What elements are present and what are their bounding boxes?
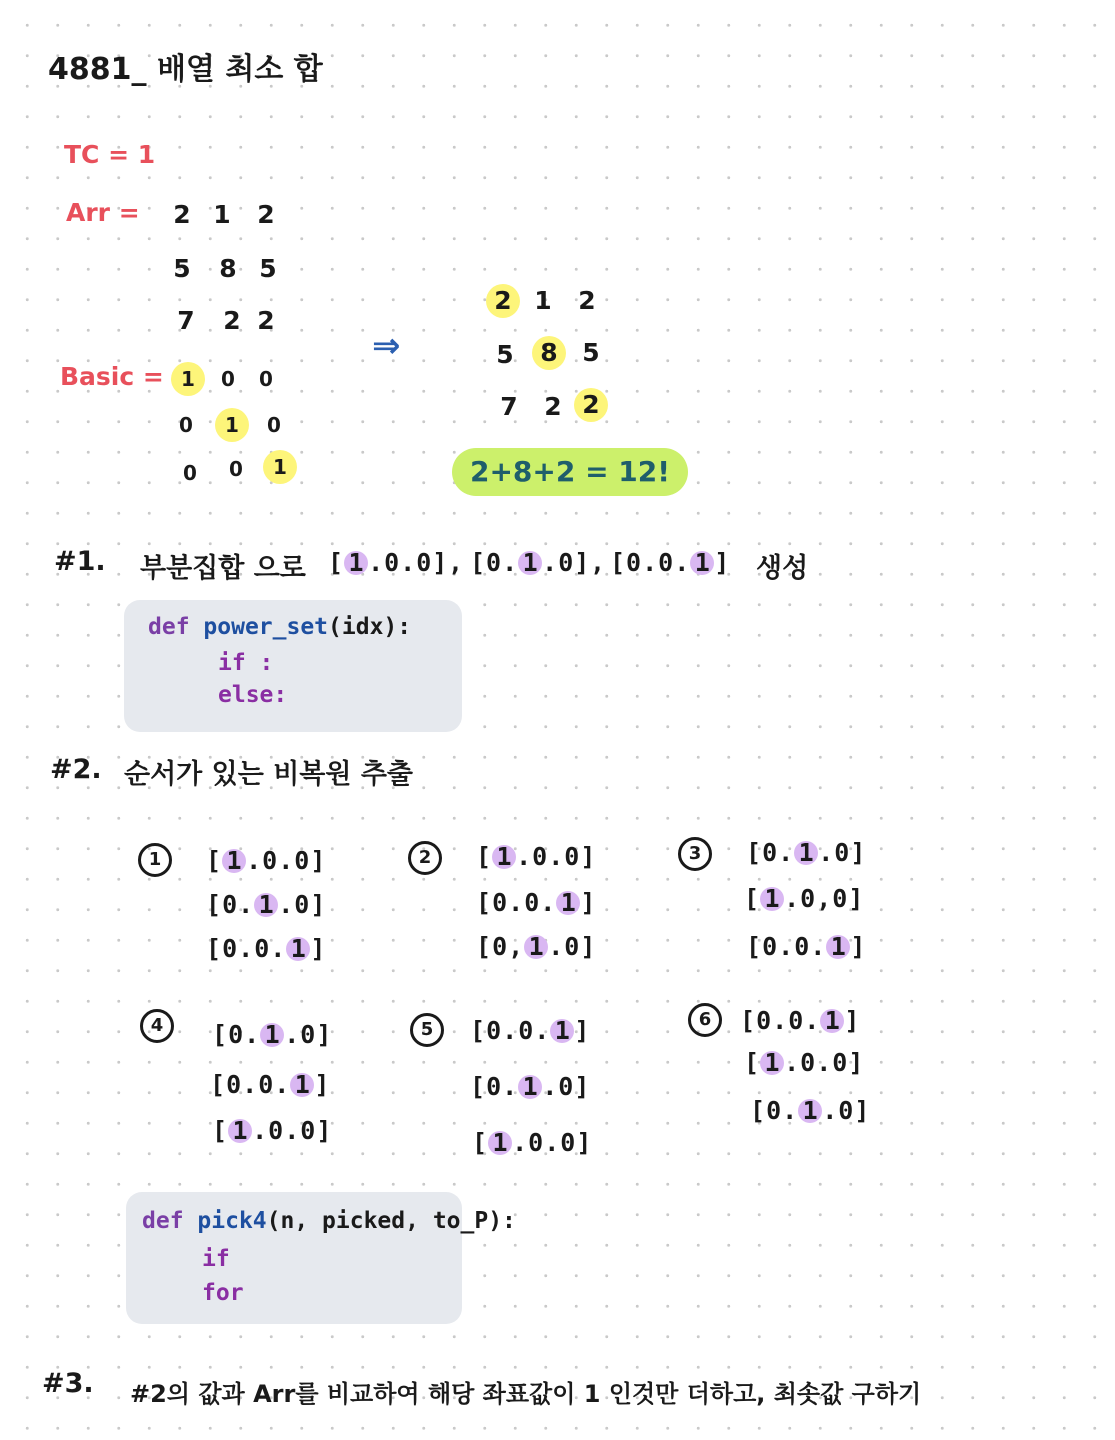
perm-row: [0.0. 1 ]	[746, 932, 867, 961]
perm-row: [0. 1 .0]	[750, 1096, 871, 1125]
basic-cell-highlighted: 1	[263, 450, 297, 484]
code-line-if: if :	[218, 650, 274, 676]
step1-vector-2: [0. 1 .0]	[470, 548, 591, 577]
code-function-name: pick4	[197, 1208, 267, 1234]
result-cell: 2	[544, 392, 562, 421]
perm-row: [0.0. 1 ]	[470, 1016, 591, 1045]
perm-row: [ 1 .0.0]	[206, 846, 327, 875]
implies-arrow-icon: ⇒	[372, 326, 401, 366]
perm-row: [0.0. 1 ]	[206, 934, 327, 963]
result-cell: 5	[496, 340, 514, 369]
tc-label: TC = 1	[64, 140, 156, 169]
result-cell-highlighted: 8	[532, 336, 566, 370]
page-title: 4881_ 배열 최소 합	[48, 52, 323, 87]
circled-number-6: 6	[688, 1003, 722, 1037]
code-line-else: else:	[218, 682, 288, 708]
basic-cell: 0	[229, 457, 243, 481]
perm-row: [ 1 .0.0]	[472, 1128, 593, 1157]
perm-row: [ 1 .0.0]	[744, 1048, 865, 1077]
result-cell: 1	[534, 286, 552, 315]
step2-text: 순서가 있는 비복원 추출	[124, 759, 414, 790]
step1-suffix: 생성	[756, 553, 809, 584]
perm-row: [0. 1 .0]	[470, 1072, 591, 1101]
circled-number-5: 5	[410, 1013, 444, 1047]
basic-cell: 0	[179, 413, 193, 437]
picked-marker: 1	[690, 551, 714, 575]
arr-cell: 7	[177, 306, 195, 335]
step1-vector-3: [0.0. 1 ]	[610, 548, 731, 577]
perm-row: [0, 1 .0]	[476, 932, 597, 961]
basic-cell: 0	[183, 461, 197, 485]
basic-cell: 0	[259, 367, 273, 391]
arr-cell: 2	[257, 306, 275, 335]
step1-text: 부분집합 으로	[140, 553, 306, 584]
step1-vector-1: [ 1 .0.0]	[328, 548, 449, 577]
basic-label: Basic =	[60, 362, 164, 391]
arr-cell: 8	[219, 254, 237, 283]
result-cell-highlighted: 2	[486, 284, 520, 318]
step3-label: #3.	[42, 1368, 94, 1399]
perm-row: [0.0. 1 ]	[210, 1070, 331, 1099]
step2-label: #2.	[50, 754, 102, 785]
arr-cell: 2	[223, 306, 241, 335]
circled-number-2: 2	[408, 841, 442, 875]
code-line-def	[142, 1208, 516, 1234]
code-line-if: if	[202, 1246, 230, 1272]
arr-cell: 5	[173, 254, 191, 283]
code-block-power-set	[124, 600, 462, 732]
code-line-for: for	[202, 1280, 244, 1306]
perm-row: [ 1 .0,0]	[744, 884, 865, 913]
arr-cell: 1	[213, 200, 231, 229]
perm-row: [0.0. 1 ]	[740, 1006, 861, 1035]
arr-cell: 2	[173, 200, 191, 229]
arr-label: Arr =	[66, 198, 140, 227]
code-def-keyword: def	[148, 614, 190, 640]
basic-cell: 0	[221, 367, 235, 391]
circled-number-4: 4	[140, 1009, 174, 1043]
code-args: (n, picked, to_P):	[266, 1208, 516, 1234]
result-cell-highlighted: 2	[574, 388, 608, 422]
perm-row: [ 1 .0.0]	[212, 1116, 333, 1145]
picked-marker: 1	[518, 551, 542, 575]
basic-cell-highlighted: 1	[171, 362, 205, 396]
result-cell: 7	[500, 392, 518, 421]
perm-row: [0. 1 .0]	[746, 838, 867, 867]
result-cell: 2	[578, 286, 596, 315]
code-line-def	[148, 614, 411, 640]
basic-cell: 0	[267, 413, 281, 437]
step3-text: #2의 값과 Arr를 비교하여 해당 좌표값이 1 인것만 더하고, 최솟값 구하기	[130, 1380, 922, 1408]
code-function-name: power_set	[203, 614, 329, 640]
step1-label: #1.	[54, 546, 106, 577]
perm-row: [0. 1 .0]	[212, 1020, 333, 1049]
step1-separator: ,	[590, 548, 607, 577]
arr-cell: 5	[259, 254, 277, 283]
circled-number-3: 3	[678, 837, 712, 871]
code-args: (idx):	[328, 614, 412, 640]
perm-row: [ 1 .0.0]	[476, 842, 597, 871]
result-cell: 5	[582, 338, 600, 367]
perm-row: [0. 1 .0]	[206, 890, 327, 919]
step1-separator: ,	[448, 548, 465, 577]
arr-cell: 2	[257, 200, 275, 229]
basic-cell-highlighted: 1	[215, 408, 249, 442]
sum-result: 2+8+2 = 12!	[452, 448, 688, 496]
perm-row: [0.0. 1 ]	[476, 888, 597, 917]
code-def-keyword: def	[142, 1208, 184, 1234]
circled-number-1: 1	[138, 843, 172, 877]
picked-marker: 1	[344, 551, 368, 575]
code-block-pick4	[126, 1192, 516, 1324]
